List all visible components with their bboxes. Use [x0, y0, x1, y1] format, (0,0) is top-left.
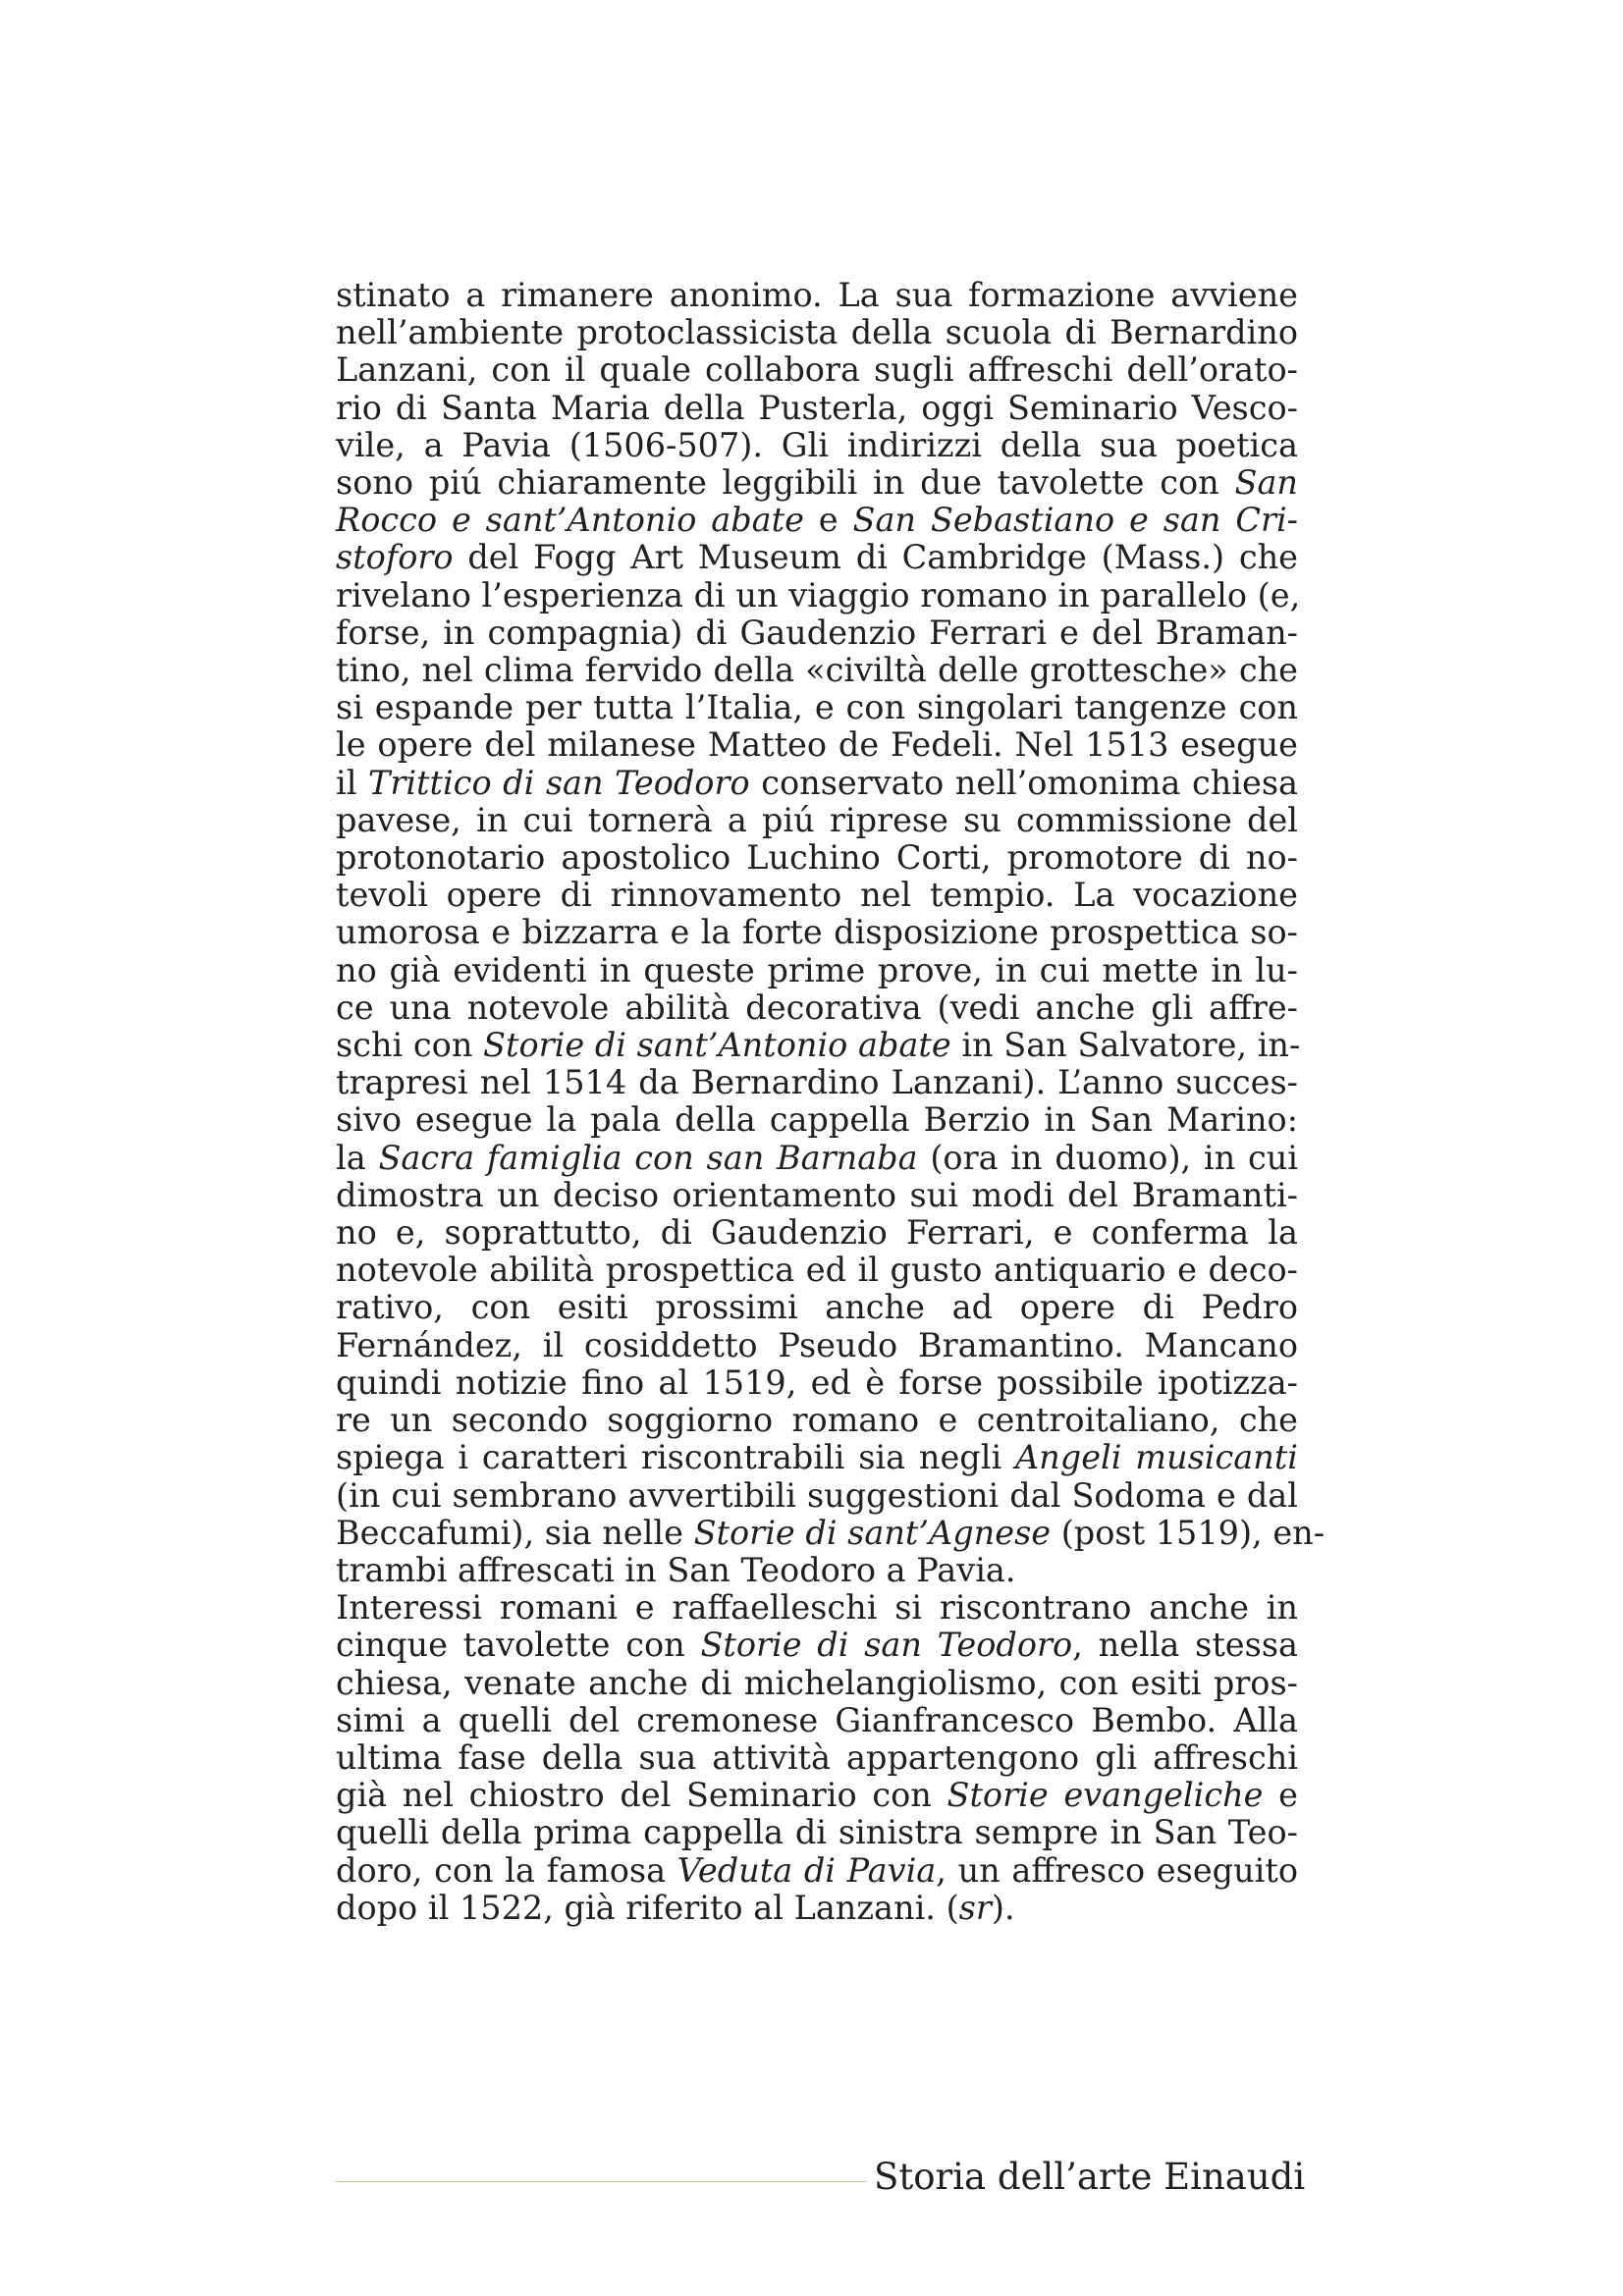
text-segment: nell’ambiente protoclassicista della scuola di Bernardino — [336, 313, 1298, 352]
text-segment: sivo esegue la pala della cappella Berzio in San Marino: — [336, 1100, 1298, 1140]
text-segment: spiega i caratteri riscontrabili sia negli — [336, 1438, 1015, 1477]
italic-title: San — [1234, 463, 1298, 503]
paragraph — [336, 1589, 1298, 1927]
text-segment: il — [336, 763, 368, 802]
text-segment: conservato nell’omonima chiesa — [749, 763, 1298, 802]
text-segment: trambi affrescati in San Teodoro a Pavia. — [336, 1550, 1016, 1589]
italic-title: Storie evangeliche — [947, 1776, 1264, 1815]
text-line — [336, 390, 1298, 427]
text-segment: pavese, in cui tornerà a piú riprese su commissione del — [336, 800, 1298, 839]
text-segment: e — [1263, 1776, 1298, 1815]
text-line — [336, 1552, 1298, 1589]
text-segment: trapresi nel 1514 da Bernardino Lanzani). L’anno succes- — [336, 1063, 1298, 1102]
body-text — [336, 276, 1325, 1927]
text-line — [336, 1402, 1298, 1439]
text-line — [336, 1702, 1298, 1739]
text-segment: doro, con la famosa — [336, 1850, 677, 1890]
text-segment: in San Salvatore, in- — [950, 1026, 1301, 1065]
text-line — [336, 1627, 1298, 1664]
text-line — [336, 802, 1298, 839]
italic-title: San Sebastiano e san Cri- — [852, 501, 1299, 540]
text-segment: Interessi romani e raffaelleschi si riscontrano anche in — [336, 1588, 1298, 1628]
text-segment: rativo, con esiti prossimi anche ad opere di Pedro — [336, 1288, 1298, 1327]
text-segment: quelli della prima cappella di sinistra sempre in San Teo- — [336, 1813, 1298, 1852]
text-segment: le opere del milanese Matteo de Fedeli. Nel 1513 esegue — [336, 725, 1298, 765]
text-segment: tino, nel clima fervido della «civiltà delle grottesche» che — [336, 651, 1298, 690]
text-line — [336, 1477, 1298, 1515]
text-segment: e — [803, 501, 853, 540]
text-segment: Lanzani, con il quale collabora sugli affreschi dell’orato- — [336, 350, 1298, 390]
text-line — [336, 1252, 1298, 1289]
text-segment: , nella stessa — [1072, 1626, 1298, 1665]
text-line — [336, 1439, 1298, 1476]
footer-divider — [336, 2181, 866, 2182]
text-line — [336, 689, 1298, 726]
text-line — [336, 1101, 1298, 1139]
text-segment: schi con — [336, 1026, 484, 1065]
text-segment: vile, a Pavia (1506-507). Gli indirizzi della sua poetica — [336, 425, 1298, 464]
text-segment: no già evidenti in queste prime prove, in cui mette in lu- — [336, 950, 1298, 989]
italic-title: Veduta di Pavia — [676, 1850, 937, 1890]
text-line — [336, 989, 1298, 1027]
italic-title: Storie di sant’Antonio abate — [483, 1026, 951, 1065]
text-segment: re un secondo soggiorno romano e centroitaliano, che — [336, 1401, 1298, 1440]
italic-title: Angeli musicanti — [1014, 1438, 1298, 1477]
text-line — [336, 1513, 1325, 1552]
text-line — [336, 765, 1298, 802]
italic-title: Rocco e sant’Antonio abate — [336, 501, 804, 540]
text-segment: Fernández, il cosiddetto Pseudo Bramantino. Mancano — [336, 1325, 1298, 1364]
text-segment: la — [336, 1138, 379, 1177]
text-line — [336, 914, 1298, 951]
text-line — [336, 314, 1298, 351]
text-line — [336, 1026, 1301, 1065]
text-line — [336, 427, 1298, 464]
text-line — [336, 1739, 1298, 1777]
text-line — [336, 1327, 1298, 1364]
text-segment: quindi notizie fino al 1519, ed è forse possibile ipotizza- — [336, 1362, 1298, 1402]
text-segment: umorosa e bizzarra e la forte disposizione prospettica so- — [336, 913, 1298, 952]
italic-title: Storie di sant’Agnese — [693, 1513, 1052, 1552]
text-line — [336, 502, 1298, 539]
text-segment: ce una notevole abilità decorativa (vedi anche gli affre- — [336, 988, 1298, 1027]
text-line — [336, 575, 1301, 614]
italic-title: Storie di san Teodoro — [700, 1626, 1073, 1665]
text-line — [336, 1064, 1298, 1101]
text-segment: chiesa, venate anche di michelangiolismo, con esiti pros- — [336, 1663, 1298, 1702]
text-segment: già nel chiostro del Seminario con — [336, 1776, 947, 1815]
text-line — [336, 1214, 1298, 1252]
text-line — [336, 877, 1298, 914]
footer-publication-title: Storia dell’arte Einaudi — [874, 2156, 1306, 2198]
text-line — [336, 652, 1298, 689]
text-segment: si espande per tutta l’Italia, e con singolari tangenze con — [336, 688, 1298, 727]
text-line — [336, 1665, 1298, 1702]
text-segment: simi a quelli del cremonese Gianfrancesco Bembo. Alla — [336, 1700, 1298, 1739]
italic-title: Trittico di san Teodoro — [367, 763, 750, 802]
text-segment: tevoli opere di rinnovamento nel tempio. La vocazione — [336, 876, 1298, 915]
text-line — [336, 351, 1298, 389]
italic-title: Sacra famiglia con san Barnaba — [378, 1138, 918, 1177]
text-line — [336, 1777, 1298, 1814]
text-line — [336, 1589, 1298, 1627]
text-segment: no e, soprattutto, di Gaudenzio Ferrari, e conferma la — [336, 1213, 1298, 1253]
text-line — [336, 1364, 1298, 1402]
text-line — [336, 539, 1298, 576]
text-segment: dimostra un deciso orientamento sui modi del Bramanti- — [336, 1175, 1298, 1214]
text-segment: (ora in duomo), in cui — [917, 1138, 1298, 1177]
text-segment: ). — [991, 1888, 1015, 1927]
text-segment: (in cui sembrano avvertibili suggestioni dal Sodoma e dal — [336, 1475, 1298, 1515]
text-segment: rio di Santa Maria della Pusterla, oggi Seminario Vesco- — [336, 388, 1298, 427]
italic-title: sr — [958, 1888, 992, 1927]
text-segment: , un affresco eseguito — [936, 1850, 1299, 1890]
text-segment: (post 1519), en- — [1051, 1513, 1325, 1552]
text-segment: protonotario apostolico Luchino Corti, promotore di no- — [336, 838, 1298, 878]
text-line — [336, 1852, 1298, 1890]
text-segment: ultima fase della sua attività appartengono gli affreschi — [336, 1737, 1298, 1777]
text-line — [336, 614, 1298, 652]
text-line — [336, 1890, 1298, 1927]
text-line — [336, 1177, 1298, 1214]
text-segment: dopo il 1522, già riferito al Lanzani. ( — [336, 1888, 959, 1927]
text-segment: Beccafumi), sia nelle — [336, 1513, 694, 1552]
text-line — [336, 1814, 1298, 1851]
text-line — [336, 1289, 1298, 1326]
text-line — [336, 277, 1298, 314]
text-line — [336, 726, 1298, 764]
italic-title: stoforo — [336, 538, 454, 577]
text-line — [336, 839, 1298, 877]
text-line — [336, 1140, 1298, 1177]
paragraph — [336, 276, 1325, 1589]
text-segment: sono piú chiaramente leggibili in due tavolette con — [336, 463, 1235, 503]
text-line — [336, 952, 1298, 989]
text-segment: cinque tavolette con — [336, 1626, 701, 1665]
text-segment: forse, in compagnia) di Gaudenzio Ferrari e del Braman- — [336, 613, 1298, 652]
text-segment: rivelano l’esperienza di un viaggio romano in parallelo (e, — [336, 575, 1301, 614]
text-line — [336, 464, 1298, 502]
text-segment: notevole abilità prospettica ed il gusto antiquario e deco- — [336, 1251, 1298, 1290]
text-segment: stinato a rimanere anonimo. La sua formazione avviene — [336, 276, 1298, 314]
text-segment: del Fogg Art Museum di Cambridge (Mass.) che — [453, 538, 1298, 577]
